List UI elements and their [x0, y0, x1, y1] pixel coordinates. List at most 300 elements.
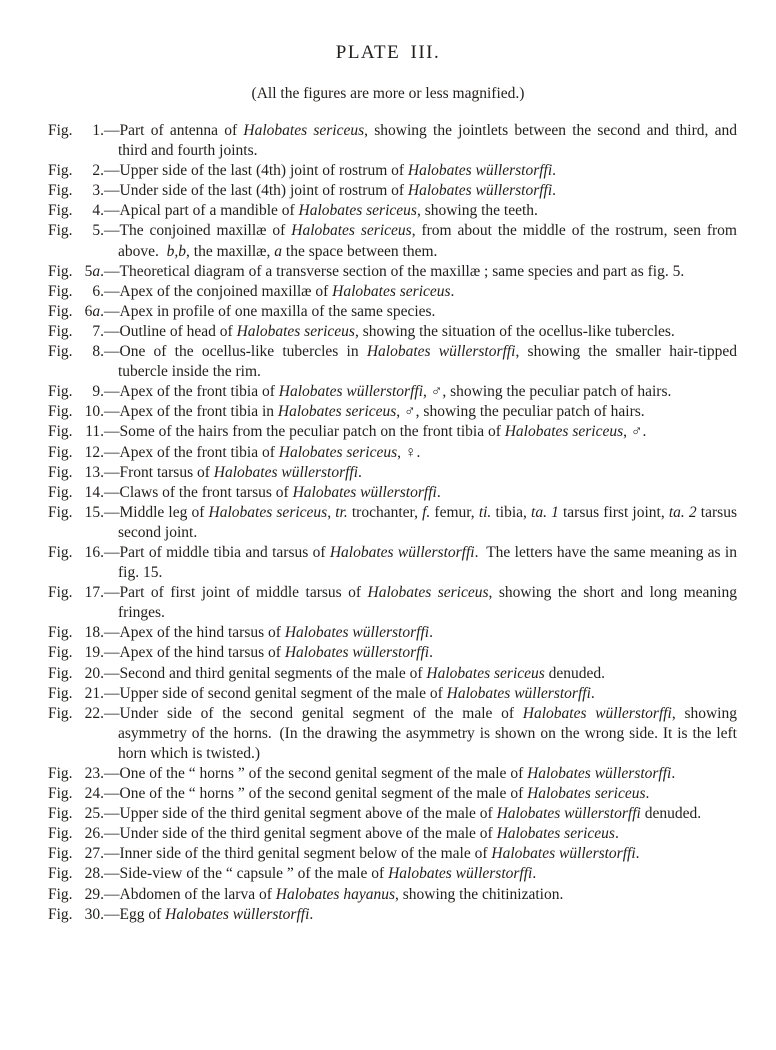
- figure-word: Fig.: [48, 162, 73, 180]
- figure-number: [92, 322, 104, 342]
- caption-text: denuded.: [544, 664, 606, 682]
- figure-label: [48, 503, 104, 523]
- figure-entry: [48, 463, 737, 483]
- figure-word: Fig.: [48, 282, 73, 300]
- caption-italic-text: Halobates wüllerstorffi: [366, 343, 516, 361]
- figure-word: Fig.: [48, 302, 73, 320]
- figure-label: [48, 463, 104, 483]
- figure-caption: [104, 464, 362, 481]
- caption-italic-text: Halobates sericeus: [496, 825, 615, 843]
- caption-text: —Middle leg of: [104, 503, 209, 521]
- caption-text: tibia,: [491, 503, 532, 521]
- figure-number: [85, 583, 104, 603]
- caption-text: .: [645, 785, 650, 803]
- caption-italic-text: b,b: [166, 242, 187, 260]
- figure-entry: [48, 583, 737, 623]
- caption-text: —Apex of the front tibia in: [104, 403, 278, 421]
- caption-text: , ♀.: [397, 443, 421, 461]
- figure-number: [85, 844, 104, 864]
- caption-text: 5.: [92, 222, 104, 240]
- figure-number: [92, 161, 104, 181]
- figure-label: [48, 322, 104, 342]
- caption-text: 12.: [84, 443, 104, 461]
- caption-text: .: [429, 624, 433, 642]
- figure-label: [48, 121, 104, 141]
- caption-text: .: [100, 262, 104, 280]
- figure-entry: [48, 664, 737, 684]
- figure-word: Fig.: [48, 785, 73, 803]
- caption-italic-text: Halobates sericeus: [291, 222, 412, 240]
- caption-text: 22.: [84, 704, 104, 722]
- caption-text: —Apex of the hind tarsus of: [104, 644, 285, 662]
- caption-italic-text: Halobates wüllerstorffi: [407, 162, 553, 180]
- figure-word: Fig.: [48, 423, 73, 441]
- caption-text: .: [552, 182, 557, 200]
- caption-text: —Inner side of the third genital segment below of the male of: [104, 845, 492, 863]
- caption-text: denuded.: [640, 805, 702, 823]
- figure-list: [48, 102, 737, 925]
- figure-caption: [104, 624, 433, 641]
- figure-caption: [104, 444, 420, 461]
- caption-italic-text: Halobates wüllerstorffi: [329, 543, 475, 561]
- figure-caption: [104, 222, 737, 259]
- figure-word: Fig.: [48, 443, 73, 461]
- caption-text: 2.: [92, 162, 104, 180]
- caption-text: , ♂.: [623, 423, 647, 441]
- figure-word: Fig.: [48, 704, 73, 722]
- caption-text: —One of the ocellus-like tubercles in: [104, 343, 367, 361]
- caption-text: —Upper side of the last (4th) joint of rostrum of: [104, 162, 408, 180]
- caption-text: , showing the situation of the ocellus-like tubercles.: [354, 322, 675, 340]
- figure-label: [48, 483, 104, 503]
- figure-entry: [48, 282, 737, 302]
- caption-text: tarsus second joint.: [118, 503, 737, 541]
- figure-label: [48, 422, 104, 442]
- caption-text: 11.: [85, 423, 104, 441]
- caption-italic-text: Halobates hayanus: [275, 885, 396, 903]
- figure-entry: [48, 322, 737, 342]
- caption-text: .: [671, 765, 676, 782]
- caption-text: —Outline of head of: [104, 322, 237, 340]
- figure-number: [92, 342, 104, 362]
- figure-caption: [104, 584, 737, 621]
- caption-text: —Under side of the last (4th) joint of rostrum of: [104, 182, 408, 200]
- figure-entry: [48, 402, 737, 422]
- caption-text: —One of the “ horns ” of the second genital segment of the male of: [104, 785, 528, 803]
- caption-text: .: [532, 865, 537, 883]
- figure-label: [48, 643, 104, 663]
- figure-word: Fig.: [48, 182, 73, 200]
- caption-italic-text: Halobates wüllerstorffi: [213, 463, 359, 481]
- caption-text: —Part of middle tibia and tarsus of: [104, 543, 330, 561]
- caption-text: —Apex in profile of one maxilla of the same species.: [104, 302, 436, 320]
- caption-text: 14.: [84, 483, 104, 501]
- caption-italic-text: Halobates wüllerstorffi: [446, 684, 591, 702]
- figure-label: [48, 382, 104, 402]
- caption-italic-text: Halobates sericeus: [332, 282, 451, 300]
- figure-label: [48, 302, 104, 322]
- caption-italic-text: Halobates sericeus: [208, 503, 328, 521]
- figure-label: [48, 262, 104, 282]
- figure-entry: [48, 704, 737, 764]
- figure-label: [48, 402, 104, 422]
- figure-word: Fig.: [48, 383, 73, 401]
- figure-entry: [48, 623, 737, 643]
- figure-caption: [104, 202, 538, 219]
- figure-number: [92, 282, 104, 302]
- caption-text: —Front tarsus of: [104, 463, 214, 481]
- caption-italic-text: Halobates wüllerstorffi: [284, 644, 430, 662]
- figure-caption: [104, 765, 675, 782]
- caption-italic-text: Halobates wüllerstorffi: [278, 383, 424, 401]
- figure-number: [85, 463, 104, 483]
- caption-text: —Upper side of the third genital segment above of the male of: [104, 805, 497, 823]
- figure-caption: [104, 283, 454, 300]
- figure-caption: [104, 644, 433, 661]
- figure-word: Fig.: [48, 845, 73, 863]
- figure-number: [92, 382, 104, 402]
- caption-italic-text: Halobates sericeus: [298, 202, 417, 220]
- figure-word: Fig.: [48, 222, 73, 240]
- caption-text: , showing asymmetry of the horns. (In the drawing the asymmetry is shown on the wrong side. It is the left horn which is twisted.): [118, 704, 737, 762]
- caption-text: .: [100, 302, 104, 320]
- caption-text: .: [358, 463, 362, 481]
- figure-number: [85, 443, 104, 463]
- figure-number: [92, 201, 104, 221]
- figure-caption: [104, 544, 737, 581]
- figure-entry: [48, 503, 737, 543]
- figure-caption: [104, 403, 645, 420]
- caption-text: —Part of first joint of middle tarsus of: [104, 584, 368, 602]
- caption-text: , showing the short and long meaning fringes.: [118, 584, 737, 622]
- figure-word: Fig.: [48, 885, 73, 903]
- caption-italic-text: tr.: [335, 503, 348, 521]
- caption-italic-text: Halobates wüllerstorffi: [522, 704, 672, 722]
- figure-caption: [104, 705, 737, 762]
- caption-text: 26.: [84, 825, 104, 843]
- caption-text: 4.: [92, 202, 104, 220]
- figure-caption: [104, 423, 646, 440]
- figure-entry: [48, 121, 737, 161]
- caption-text: 18.: [84, 624, 104, 642]
- caption-text: femur,: [430, 503, 479, 521]
- figure-entry: [48, 483, 737, 503]
- caption-italic-text: ti.: [478, 503, 492, 521]
- caption-text: —Apical part of a mandible of: [104, 202, 299, 220]
- figure-entry: [48, 804, 737, 824]
- caption-text: 16.: [84, 543, 104, 561]
- caption-italic-text: Halobates wüllerstorffi: [496, 805, 641, 823]
- caption-text: 27.: [84, 845, 104, 863]
- figure-word: Fig.: [48, 865, 73, 883]
- caption-text: 30.: [84, 905, 104, 923]
- figure-number: [85, 643, 104, 663]
- caption-text: 23.: [84, 765, 104, 782]
- caption-text: 15.: [84, 503, 104, 521]
- figure-entry: [48, 443, 737, 463]
- figure-caption: [104, 303, 435, 320]
- caption-text: .: [429, 644, 433, 662]
- figure-word: Fig.: [48, 624, 73, 642]
- caption-italic-text: ta. 1: [531, 503, 559, 521]
- caption-text: —Side-view of the “ capsule ” of the male of: [104, 865, 389, 883]
- figure-label: [48, 623, 104, 643]
- caption-text: —Apex of the front tibia of: [104, 443, 279, 461]
- caption-italic-text: ta. 2: [668, 503, 697, 521]
- caption-text: .: [436, 483, 441, 501]
- figure-entry: [48, 864, 737, 884]
- caption-text: . The letters have the same meaning as in fig. 15.: [118, 543, 737, 582]
- figure-entry: [48, 201, 737, 221]
- figure-entry: [48, 181, 737, 201]
- figure-caption: [104, 805, 701, 822]
- figure-word: Fig.: [48, 503, 73, 521]
- figure-caption: [104, 122, 737, 159]
- caption-italic-text: Halobates wüllerstorffi: [407, 182, 553, 200]
- caption-text: 9.: [92, 383, 104, 401]
- caption-text: —Claws of the front tarsus of: [104, 483, 293, 501]
- caption-text: , ♂, showing the peculiar patch of hairs.: [423, 383, 672, 401]
- caption-italic-text: a: [92, 262, 101, 280]
- figure-entry: [48, 643, 737, 663]
- figure-caption: [104, 263, 684, 280]
- figure-caption: [104, 825, 619, 842]
- caption-text: 19.: [84, 644, 104, 662]
- caption-text: .: [450, 282, 455, 300]
- figure-entry: [48, 543, 737, 583]
- caption-text: —Apex of the hind tarsus of: [104, 624, 285, 642]
- figure-label: [48, 181, 104, 201]
- figure-label: [48, 784, 104, 804]
- caption-text: , showing the jointlets between the second and third, and third and fourth joints.: [118, 122, 738, 160]
- caption-italic-text: Halobates sericeus: [236, 322, 355, 340]
- figure-entry: [48, 302, 737, 322]
- caption-italic-text: Halobates sericeus: [504, 423, 624, 441]
- figure-caption: [104, 665, 605, 682]
- figure-word: Fig.: [48, 322, 73, 340]
- figure-entry: [48, 784, 737, 804]
- caption-text: —Abdomen of the larva of: [104, 885, 276, 903]
- caption-text: —Egg of: [104, 905, 166, 923]
- figure-entry: [48, 824, 737, 844]
- caption-italic-text: Halobates sericeus: [278, 443, 398, 461]
- page-title: PLATE III.: [335, 42, 441, 63]
- caption-text: —One of the “ horns ” of the second genital segment of the male of: [104, 765, 528, 782]
- figure-number: [85, 784, 104, 804]
- caption-text: .: [635, 845, 640, 863]
- caption-text: , showing the chitinization.: [395, 885, 564, 903]
- caption-text: ,: [327, 503, 336, 521]
- caption-text: —Apex of the front tibia of: [104, 383, 279, 401]
- caption-text: 1.: [92, 122, 104, 139]
- caption-italic-text: Halobates sericeus: [367, 584, 489, 602]
- caption-text: —Apex of the conjoined maxillæ of: [104, 282, 333, 300]
- figure-label: [48, 684, 104, 704]
- figure-word: Fig.: [48, 805, 73, 823]
- caption-text: 25.: [84, 805, 104, 823]
- figure-label: [48, 443, 104, 463]
- figure-caption: [104, 484, 441, 501]
- figure-number: [92, 121, 104, 141]
- figure-word: Fig.: [48, 684, 73, 702]
- figure-caption: [104, 865, 536, 882]
- caption-italic-text: f.: [422, 503, 431, 521]
- figure-word: Fig.: [48, 463, 73, 481]
- figure-entry: [48, 342, 737, 382]
- figure-label: [48, 282, 104, 302]
- caption-text: .: [309, 905, 314, 923]
- caption-text: trochanter,: [347, 503, 423, 521]
- caption-text: —The conjoined maxillæ of: [104, 222, 292, 240]
- figure-caption: [104, 906, 313, 923]
- figure-label: [48, 864, 104, 884]
- page-subtitle: (All the figures are more or less magnified.): [251, 85, 525, 102]
- figure-word: Fig.: [48, 905, 73, 923]
- caption-text: 28.: [84, 865, 104, 883]
- figure-number: [85, 804, 104, 824]
- figure-caption: [104, 343, 737, 380]
- caption-text: 13.: [84, 463, 104, 481]
- figure-label: [48, 583, 104, 603]
- figure-number: [92, 181, 104, 201]
- figure-number: [85, 824, 104, 844]
- figure-entry: [48, 885, 737, 905]
- figure-label: [48, 161, 104, 181]
- caption-text: —Some of the hairs from the peculiar patch on the front tibia of: [104, 423, 505, 441]
- figure-word: Fig.: [48, 202, 73, 220]
- figure-entry: [48, 262, 737, 282]
- caption-italic-text: Halobates wüllerstorffi: [491, 845, 636, 863]
- figure-word: Fig.: [48, 765, 73, 782]
- figure-caption: [104, 504, 737, 541]
- figure-caption: [104, 685, 595, 702]
- caption-italic-text: Halobates wüllerstorffi: [165, 905, 310, 923]
- figure-entry: [48, 221, 737, 261]
- figure-entry: [48, 764, 737, 784]
- figure-caption: [104, 845, 640, 862]
- figure-word: Fig.: [48, 483, 73, 501]
- caption-text: 3.: [92, 182, 104, 200]
- caption-text: —Under side of the third genital segment above of the male of: [104, 825, 497, 843]
- figure-word: Fig.: [48, 403, 73, 421]
- caption-text: , the maxillæ,: [186, 242, 275, 260]
- caption-text: , showing the smaller hair-tipped tubercle inside the rim.: [118, 343, 737, 381]
- figure-label: [48, 885, 104, 905]
- figure-word: Fig.: [48, 644, 73, 662]
- figure-number: [85, 864, 104, 884]
- figure-entry: [48, 844, 737, 864]
- figure-number: [85, 262, 104, 282]
- figure-word: Fig.: [48, 664, 73, 682]
- caption-text: 29.: [84, 885, 104, 903]
- figure-number: [85, 623, 104, 643]
- caption-text: 5: [84, 262, 93, 280]
- caption-text: , from about the middle of the rostrum, seen from above.: [118, 222, 737, 260]
- caption-text: —Second and third genital segments of the male of: [104, 664, 427, 682]
- caption-italic-text: Halobates sericeus: [426, 664, 545, 682]
- figure-word: Fig.: [48, 543, 73, 561]
- caption-text: .: [590, 684, 595, 702]
- caption-text: 6: [84, 302, 93, 320]
- caption-italic-text: a: [92, 302, 101, 320]
- figure-number: [85, 905, 104, 925]
- figure-number: [85, 302, 104, 322]
- figure-caption: [104, 182, 556, 199]
- figure-caption: [104, 383, 671, 400]
- caption-text: 24.: [84, 785, 104, 803]
- caption-italic-text: Halobates wüllerstorffi: [284, 624, 430, 642]
- figure-word: Fig.: [48, 262, 73, 280]
- caption-italic-text: Halobates wüllerstorffi: [527, 765, 672, 782]
- figure-number: [85, 664, 104, 684]
- figure-label: [48, 201, 104, 221]
- figure-number: [85, 684, 104, 704]
- caption-text: —Theoretical diagram of a transverse section of the maxillæ ; same species and part as fig. 5.: [104, 262, 685, 280]
- figure-label: [48, 221, 104, 241]
- figure-caption: [104, 323, 675, 340]
- figure-number: [85, 704, 104, 724]
- caption-text: —Upper side of second genital segment of the male of: [104, 684, 447, 702]
- figure-number: [85, 422, 104, 442]
- figure-entry: [48, 905, 737, 925]
- caption-text: 10.: [84, 403, 104, 421]
- figure-word: Fig.: [48, 825, 73, 843]
- caption-text: the space between them.: [282, 242, 438, 260]
- figure-label: [48, 704, 104, 724]
- caption-text: , showing the teeth.: [416, 202, 538, 220]
- figure-entry: [48, 382, 737, 402]
- figure-label: [48, 804, 104, 824]
- figure-number: [85, 764, 104, 784]
- caption-text: .: [614, 825, 619, 843]
- figure-word: Fig.: [48, 343, 73, 361]
- figure-label: [48, 844, 104, 864]
- caption-text: tarsus first joint,: [558, 503, 669, 521]
- figure-entry: [48, 684, 737, 704]
- figure-entry: [48, 422, 737, 442]
- figure-number: [85, 483, 104, 503]
- figure-number: [85, 402, 104, 422]
- figure-caption: [104, 785, 649, 802]
- figure-label: [48, 764, 104, 784]
- caption-text: —Under side of the second genital segment of the male of: [104, 704, 523, 722]
- caption-text: , ♂, showing the peculiar patch of hairs.: [396, 403, 645, 421]
- figure-word: Fig.: [48, 584, 73, 602]
- caption-italic-text: a: [274, 242, 283, 260]
- figure-number: [92, 221, 104, 241]
- figure-label: [48, 543, 104, 563]
- figure-label: [48, 342, 104, 362]
- caption-italic-text: Halobates wüllerstorffi: [292, 483, 437, 501]
- figure-caption: [104, 162, 556, 179]
- caption-text: 21.: [84, 684, 104, 702]
- figure-number: [85, 543, 104, 563]
- caption-text: —Part of antenna of: [104, 122, 244, 139]
- caption-text: .: [552, 162, 557, 180]
- figure-label: [48, 905, 104, 925]
- caption-italic-text: Halobates sericeus: [527, 785, 646, 803]
- figure-entry: [48, 161, 737, 181]
- figure-word: Fig.: [48, 122, 73, 139]
- caption-text: 8.: [92, 343, 104, 361]
- figure-label: [48, 824, 104, 844]
- figure-label: [48, 664, 104, 684]
- figure-caption: [104, 886, 563, 903]
- figure-number: [85, 885, 104, 905]
- caption-italic-text: Halobates sericeus: [277, 403, 397, 421]
- figure-number: [85, 503, 104, 523]
- caption-text: 17.: [84, 584, 104, 602]
